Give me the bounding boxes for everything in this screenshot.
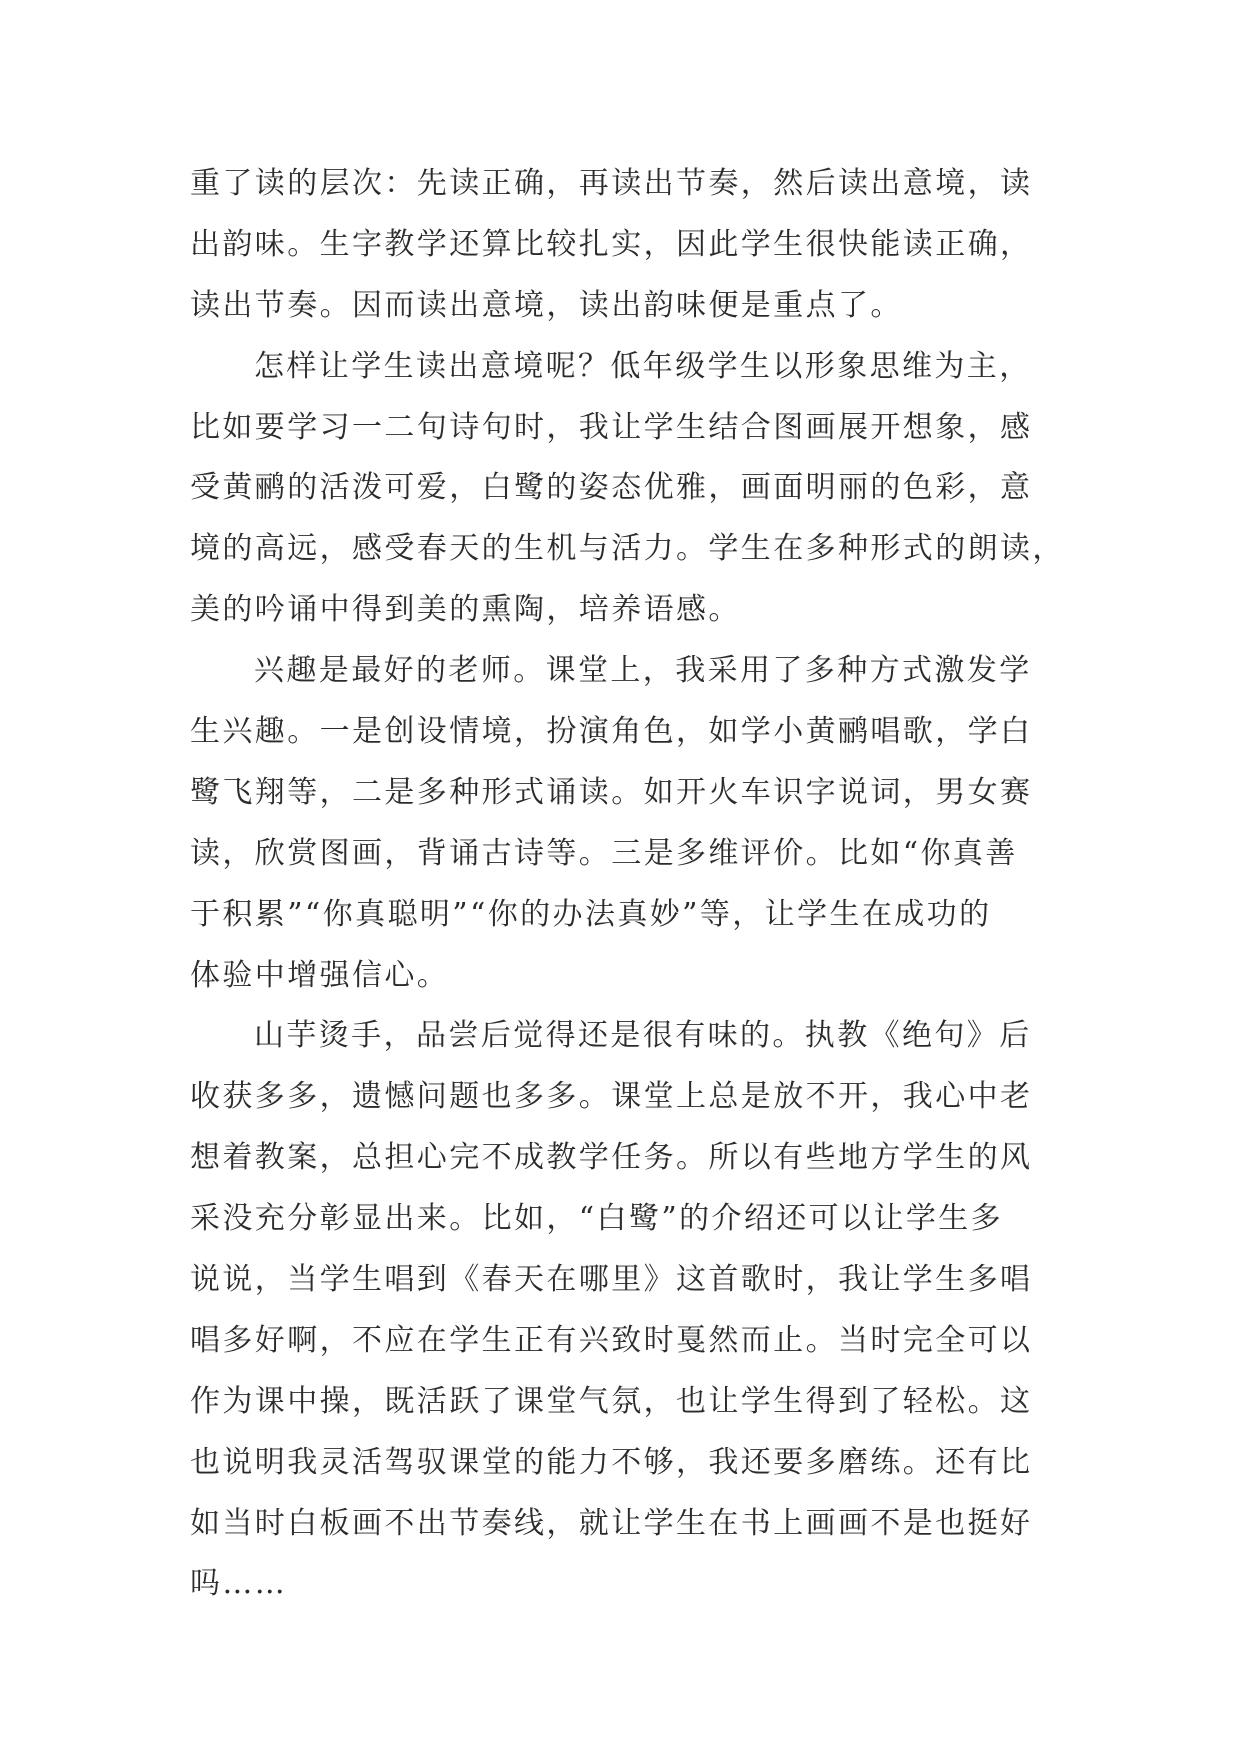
text-line: 读，欣赏图画，背诵古诗等。三是多维评价。比如“你真善 (190, 835, 1018, 871)
text-line: 受黄鹂的活泼可爱，白鹭的姿态优雅，画面明丽的色彩，意 (190, 470, 1033, 506)
text-line: 收获多多，遗憾问题也多多。课堂上总是放不开，我心中老 (190, 1079, 1033, 1115)
text-line: 吗…… (190, 1566, 288, 1602)
text-line: 怎样让学生读出意境呢？低年级学生以形象思维为主， (254, 348, 1032, 384)
text-line: 想着教案，总担心完不成教学任务。所以有些地方学生的风 (190, 1140, 1033, 1176)
text-line: 体验中增强信心。 (190, 957, 450, 993)
text-line: 山芋烫手，品尝后觉得还是很有味的。执教《绝句》后 (254, 1018, 1032, 1054)
text-line: 鹭飞翔等，二是多种形式诵读。如开火车识字说词，男女赛 (190, 774, 1033, 810)
text-line: 生兴趣。一是创设情境，扮演角色，如学小黄鹂唱歌，学白 (190, 714, 1033, 750)
text-line: 重了读的层次：先读正确，再读出节奏，然后读出意境，读 (190, 166, 1033, 201)
text-line: 出韵味。生字教学还算比较扎实，因此学生很快能读正确， (190, 226, 1033, 262)
text-line: 兴趣是最好的老师。课堂上，我采用了多种方式激发学 (254, 653, 1032, 689)
text-line: 采没充分彰显出来。比如，“白鹭”的介绍还可以让学生多 (190, 1201, 1004, 1237)
body-text (190, 154, 1070, 1615)
text-line: 境的高远，感受春天的生机与活力。学生在多种形式的朗读， (190, 531, 1065, 567)
text-line: 也说明我灵活驾驭课堂的能力不够，我还要多磨练。还有比 (190, 1444, 1033, 1480)
text-line: 于积累”“你真聪明”“你的办法真妙”等，让学生在成功的 (190, 896, 992, 932)
text-line: 唱多好啊，不应在学生正有兴致时戛然而止。当时完全可以 (190, 1322, 1033, 1358)
text-line: 读出节奏。因而读出意境，读出韵味便是重点了。 (190, 287, 903, 323)
text-line: 美的吟诵中得到美的熏陶，培养语感。 (190, 592, 741, 628)
text-line: 如当时白板画不出节奏线，就让学生在书上画画不是也挺好 (190, 1505, 1033, 1541)
text-line: 说说，当学生唱到《春天在哪里》这首歌时，我让学生多唱 (190, 1262, 1033, 1298)
text-line: 作为课中操，既活跃了课堂气氛，也让学生得到了轻松。这 (190, 1383, 1033, 1419)
text-line: 比如要学习一二句诗句时，我让学生结合图画展开想象，感 (190, 409, 1033, 445)
